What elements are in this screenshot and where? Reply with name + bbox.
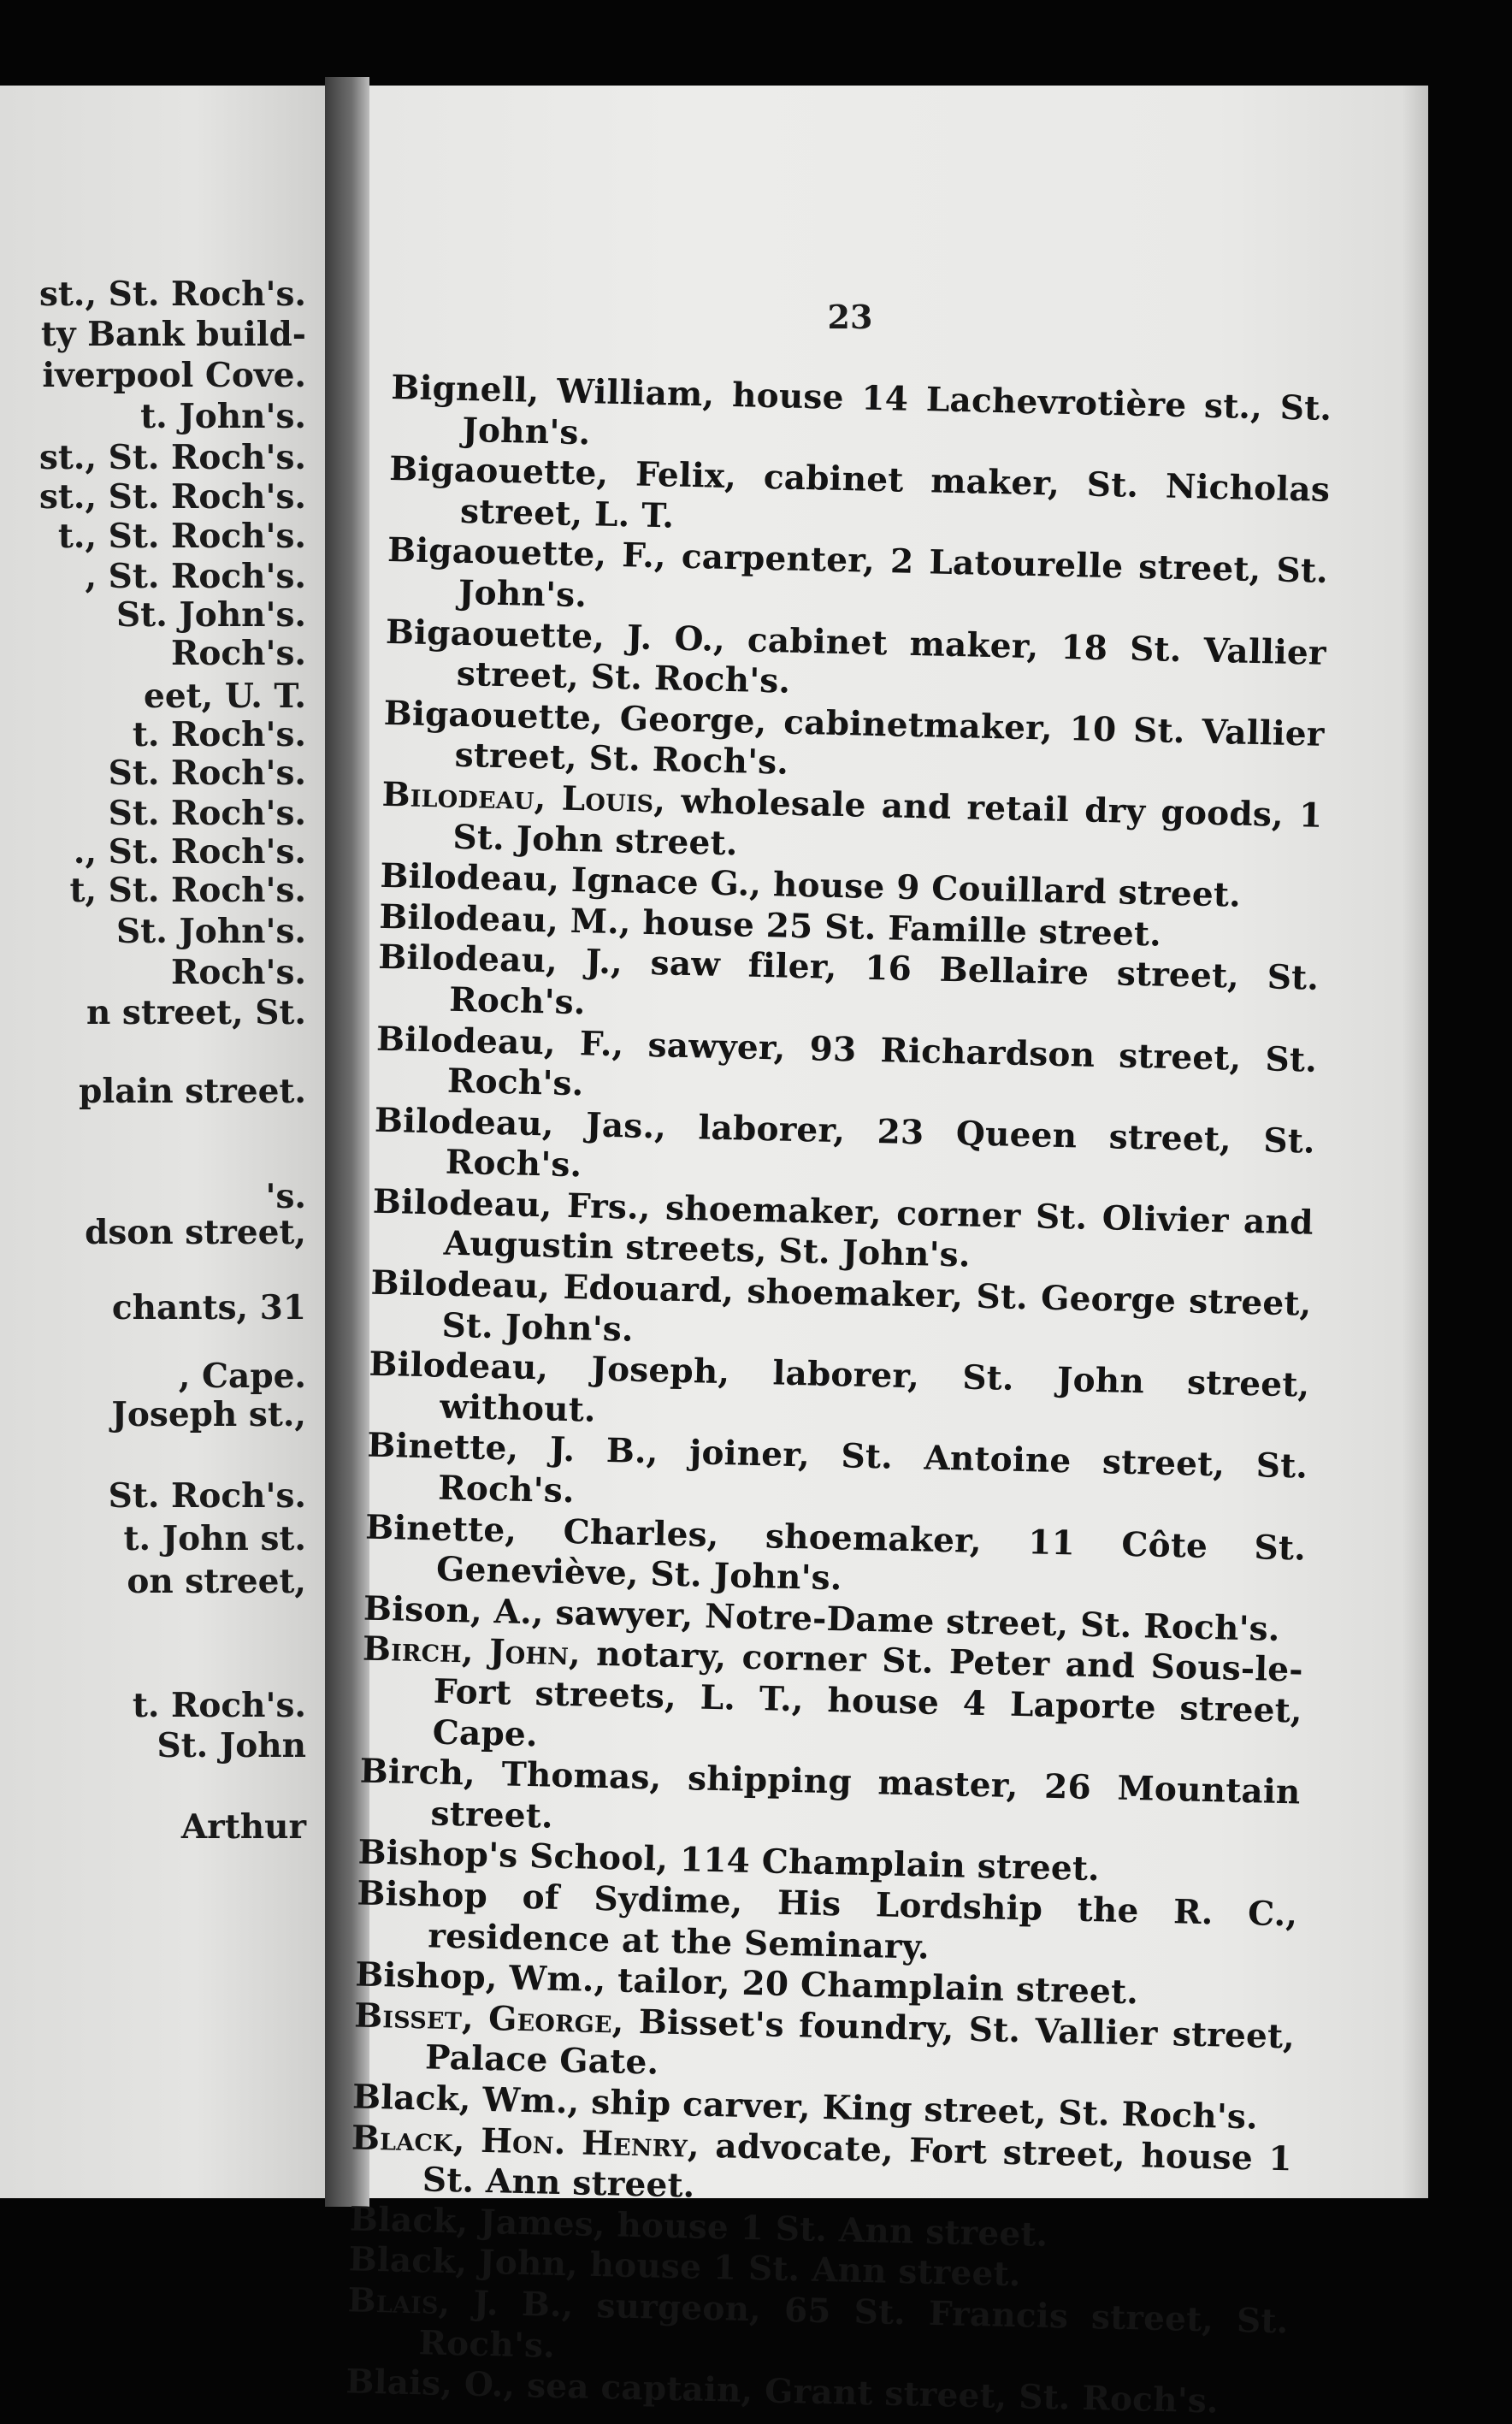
previous-page-line: plain street. — [79, 1072, 306, 1111]
previous-page-line: , Cape. — [178, 1357, 306, 1396]
entry-details: house 1 St. Ann street. — [577, 2244, 1022, 2295]
entry-name: Birch, Thomas, — [359, 1751, 662, 1798]
entry-name: Bilodeau, M., — [378, 896, 632, 943]
page-number: 23 — [827, 298, 873, 336]
previous-page — [0, 86, 325, 2198]
previous-page-line: St. John's. — [116, 595, 306, 635]
entry-details: shoemaker, St. George street, St. John's. — [441, 1271, 1312, 1350]
entry-name: Blais, J. B., — [347, 2280, 575, 2326]
previous-page-line: t. John's. — [140, 397, 306, 436]
entry-details: 114 Champlain street. — [667, 1840, 1101, 1889]
entry-name: Blais, O., — [346, 2362, 516, 2405]
entry-details: shipping master, 26 Mountain street. — [430, 1758, 1302, 1836]
directory-entries — [346, 368, 1332, 2424]
previous-page-line: ., St. Roch's. — [73, 832, 306, 872]
previous-page-line: st., St. Roch's. — [38, 275, 306, 314]
entry-details: cabinetmaker, 10 St. Vallier street, St. Roch's. — [454, 701, 1326, 783]
previous-page-line: Joseph st., — [111, 1395, 306, 1434]
previous-page-line: chants, 31 — [111, 1288, 306, 1327]
entry-details: laborer, 23 Queen street, St. Roch's. — [445, 1107, 1316, 1185]
entry-name: Bigaouette, J. O., — [385, 612, 726, 659]
directory-entry — [360, 1629, 1303, 1773]
entry-details: saw filer, 16 Bellaire street, St. Roch's. — [448, 943, 1320, 1023]
entry-name: Black, John, — [348, 2239, 579, 2285]
entry-details: notary, corner St. Peter and Sous-le-Fort streets, L. T., house 4 Laporte street, Cape. — [432, 1634, 1304, 1754]
entry-details: advocate, Fort street, house 1 St. Ann street. — [422, 2125, 1293, 2206]
previous-page-line: st., St. Roch's. — [38, 438, 306, 477]
entry-name: Bigaouette, Felix, — [388, 449, 737, 497]
entry-name: Birch, John, — [362, 1629, 582, 1674]
previous-page-line: Roch's. — [171, 634, 306, 673]
previous-page-line: Roch's. — [171, 953, 306, 992]
previous-page-line: n street, St. — [86, 993, 306, 1032]
previous-page-line: St. Roch's. — [108, 754, 306, 793]
entry-name: Bishop's School, — [357, 1832, 669, 1880]
previous-page-line: St. John — [157, 1726, 306, 1765]
previous-page-line: St. Roch's. — [108, 1476, 306, 1516]
entry-details: house 1 St. Ann street. — [605, 2204, 1048, 2255]
entry-details: laborer, St. John street, without. — [439, 1352, 1310, 1430]
previous-page-line: t., St. Roch's. — [57, 517, 306, 556]
entry-name: Bisset, George, — [353, 1995, 625, 2042]
previous-page-line: eet, U. T. — [144, 677, 306, 716]
entry-name: Black, James, — [349, 2199, 606, 2244]
entry-name: Bilodeau, Louis, — [381, 774, 666, 821]
entry-details: house 9 Couillard street. — [760, 865, 1242, 915]
entry-details: shoemaker, 11 Côte St. Geneviève, St. John's. — [435, 1515, 1307, 1599]
previous-page-line: St. Roch's. — [108, 794, 306, 833]
previous-page-line: st., St. Roch's. — [38, 477, 306, 517]
previous-page-line: t, St. Roch's. — [69, 871, 306, 910]
previous-page-line: 's. — [265, 1177, 306, 1216]
entry-name: Binette, Charles, — [364, 1507, 720, 1555]
entry-details: tailor, 20 Champlain street. — [605, 1960, 1139, 2013]
entry-details: cabinet maker, St. Nicholas street, L. T. — [459, 457, 1331, 536]
entry-details: cabinet maker, 18 St. Vallier street, St. Roch's. — [456, 619, 1327, 701]
previous-page-line: t. Roch's. — [132, 715, 306, 754]
entry-name: Bigaouette, F., — [387, 530, 667, 576]
entry-details: His Lordship the R. C., residence at the Seminary. — [427, 1882, 1298, 1967]
entry-name: Bilodeau, Frs., — [372, 1181, 652, 1227]
entry-details: wholesale and retail dry goods, 1 St. John street. — [452, 781, 1323, 863]
entry-name: Bignell, William, — [390, 368, 715, 415]
entry-name: Binette, J. B., — [366, 1426, 659, 1472]
page-edge-shadow — [1403, 86, 1428, 2198]
entry-name: Bilodeau, J., — [377, 937, 623, 983]
previous-page-line: on street, — [127, 1562, 306, 1601]
entry-details: sawyer, 93 Richardson street, St. Roch's. — [446, 1024, 1318, 1104]
entry-details: house 14 Lachevrotière st., St. John's. — [461, 375, 1332, 452]
entry-name: Black, Hon. Henry, — [351, 2118, 700, 2166]
entry-details: sea captain, Grant street, St. Roch's. — [514, 2365, 1220, 2421]
previous-page-line: ty Bank build- — [40, 315, 306, 354]
entry-details: carpenter, 2 Latourelle street, St. John's. — [458, 536, 1329, 616]
entry-details: sawyer, Notre-Dame street, St. Roch's. — [543, 1593, 1281, 1649]
entry-name: Bison, A., — [363, 1588, 545, 1633]
previous-page-line: , St. Roch's. — [85, 557, 306, 596]
entry-name: Bigaouette, George, — [383, 693, 767, 742]
directory-page — [346, 86, 1428, 2421]
previous-page-line: Arthur — [180, 1807, 306, 1847]
entry-name: Bilodeau, Edouard, — [370, 1262, 735, 1311]
entry-name: Bilodeau, Ignace G., — [379, 855, 762, 905]
entry-details: shoemaker, corner St. Olivier and Augustin streets, St. John's. — [443, 1187, 1314, 1276]
entry-name: Bilodeau, Jas., — [374, 1100, 667, 1147]
previous-page-line: St. John's. — [116, 912, 306, 951]
entry-name: Bilodeau, Joseph, — [369, 1344, 730, 1392]
previous-page-line: dson street, — [85, 1213, 306, 1252]
entry-details: joiner, St. Antoine street, St. Roch's. — [437, 1432, 1308, 1511]
entry-name: Bilodeau, F., — [375, 1019, 625, 1064]
previous-page-line: t. John st. — [123, 1519, 306, 1558]
entry-details: Bisset's foundry, St. Vallier street, Palace Gate. — [424, 2001, 1296, 2083]
entry-details: house 25 St. Famille street. — [630, 902, 1162, 955]
entry-details: ship carver, King street, St. Roch's. — [578, 2082, 1259, 2137]
previous-page-line: iverpool Cove. — [42, 356, 306, 395]
entry-name: Bishop, Wm., — [354, 1954, 606, 2001]
previous-page-line: t. Roch's. — [132, 1686, 306, 1725]
entry-details: surgeon, 65 St. Francis street, St. Roch's. — [418, 2285, 1289, 2366]
entry-name: Black, Wm., — [351, 2077, 580, 2122]
entry-name: Bishop of Sydime, — [357, 1873, 743, 1922]
